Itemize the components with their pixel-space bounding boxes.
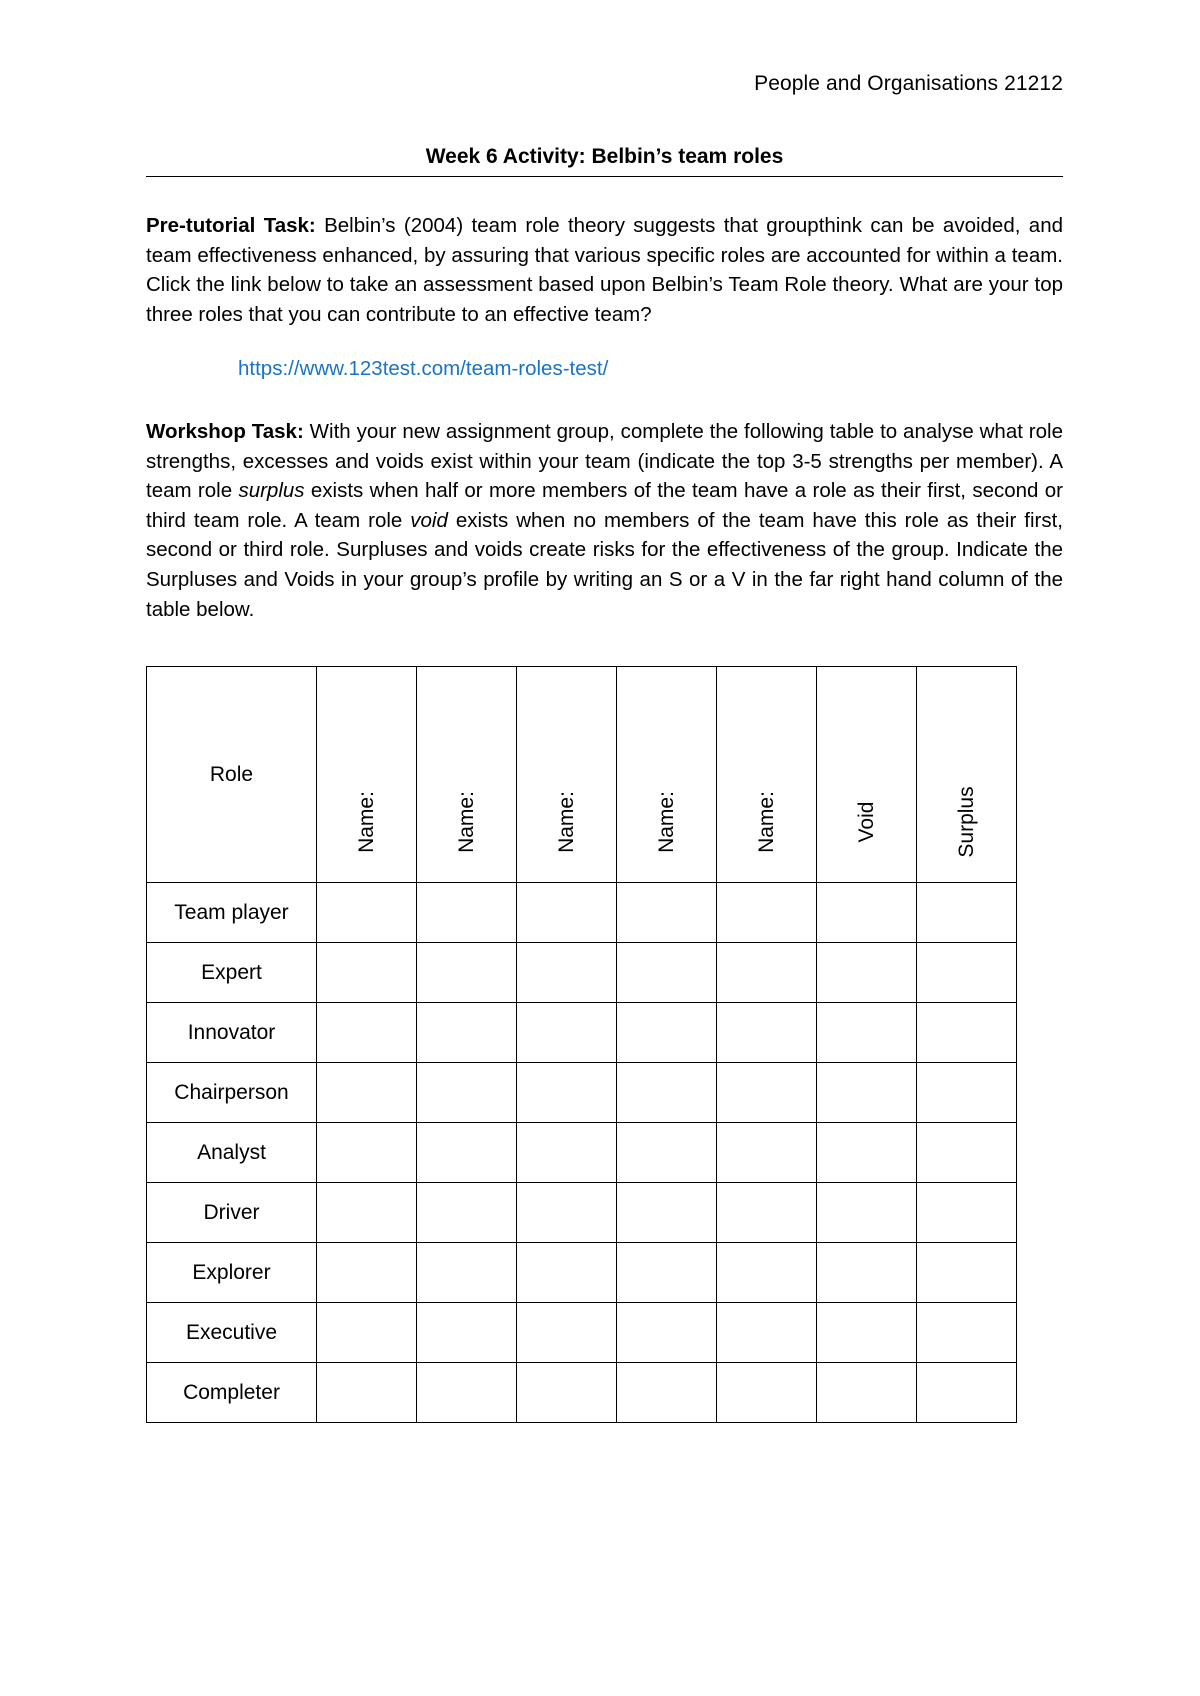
pretutorial-label: Pre-tutorial Task:	[146, 214, 316, 237]
workshop-paragraph	[146, 417, 1063, 624]
entry-cell[interactable]	[917, 1183, 1017, 1243]
table-row	[147, 1003, 1017, 1063]
column-header-label: Name:	[554, 791, 578, 853]
entry-cell[interactable]	[417, 943, 517, 1003]
entry-cell[interactable]	[417, 1243, 517, 1303]
entry-cell[interactable]	[517, 943, 617, 1003]
column-header	[517, 667, 617, 883]
table-row	[147, 1363, 1017, 1423]
column-header	[317, 667, 417, 883]
workshop-text-2: exists when half or more members of the team have a role as their first, second or third team role. A team role	[146, 479, 1063, 532]
workshop-text-1: With your new assignment group, complete the following table to analyse what role strengths, excesses and voids exist within your team (indicate the top 3-5 strengths per member). A team role	[146, 420, 1063, 503]
entry-cell[interactable]	[717, 943, 817, 1003]
void-column-header	[817, 667, 917, 883]
workshop-text-3: exists when no members of the team have this role as their first, second or third role. Surpluses and voids create risks for the effectiveness of the group. Indicate the Surpluses and Voids in your group’s profile by writing an S or a V in the far right hand column of the table below.	[146, 508, 1063, 621]
entry-cell[interactable]	[717, 1363, 817, 1423]
entry-cell[interactable]	[317, 1003, 417, 1063]
workshop-italic-surplus: surplus	[238, 479, 305, 503]
entry-cell[interactable]	[917, 883, 1017, 943]
entry-cell[interactable]	[817, 1123, 917, 1183]
entry-cell[interactable]	[317, 1123, 417, 1183]
entry-cell[interactable]	[817, 1063, 917, 1123]
page-title: Week 6 Activity: Belbin’s team roles	[425, 145, 784, 168]
table-header-row	[147, 667, 1017, 883]
entry-cell[interactable]	[517, 883, 617, 943]
table-row	[147, 883, 1017, 943]
table-row	[147, 943, 1017, 1003]
entry-cell[interactable]	[317, 883, 417, 943]
entry-cell[interactable]	[617, 1183, 717, 1243]
entry-cell[interactable]	[917, 943, 1017, 1003]
entry-cell[interactable]	[617, 1363, 717, 1423]
entry-cell[interactable]	[617, 1303, 717, 1363]
entry-cell[interactable]	[817, 1243, 917, 1303]
entry-cell[interactable]	[617, 1003, 717, 1063]
assessment-link[interactable]: https://www.123test.com/team-roles-test/	[238, 357, 609, 380]
entry-cell[interactable]	[617, 1063, 717, 1123]
title-divider	[146, 176, 1063, 177]
entry-cell[interactable]	[717, 883, 817, 943]
column-header	[417, 667, 517, 883]
surplus-column-header	[917, 667, 1017, 883]
table-body	[147, 883, 1017, 1423]
workshop-label: Workshop Task:	[146, 420, 304, 443]
entry-cell[interactable]	[717, 1123, 817, 1183]
team-roles-table	[146, 666, 1017, 1423]
entry-cell[interactable]	[617, 943, 717, 1003]
role-name-cell: Analyst	[147, 1123, 317, 1183]
entry-cell[interactable]	[617, 1243, 717, 1303]
surplus-header-label: Surplus	[954, 786, 978, 858]
role-name-cell: Completer	[147, 1363, 317, 1423]
column-header-label: Name:	[354, 791, 378, 853]
running-header: People and Organisations 21212	[754, 72, 1063, 95]
pretutorial-text: Belbin’s (2004) team role theory suggests that groupthink can be avoided, and team effectiveness enhanced, by assuring that various specific roles are accounted for within a team. Click the link below to take an assessment based upon Belbin’s Team Role theory. What are your top three roles that you can contribute to an effective team?	[146, 214, 1063, 326]
entry-cell[interactable]	[817, 1183, 917, 1243]
role-name-cell: Executive	[147, 1303, 317, 1363]
entry-cell[interactable]	[717, 1003, 817, 1063]
entry-cell[interactable]	[317, 1063, 417, 1123]
entry-cell[interactable]	[517, 1243, 617, 1303]
role-name-cell: Expert	[147, 943, 317, 1003]
entry-cell[interactable]	[417, 1003, 517, 1063]
entry-cell[interactable]	[417, 1183, 517, 1243]
pretutorial-paragraph	[146, 211, 1063, 329]
entry-cell[interactable]	[717, 1063, 817, 1123]
entry-cell[interactable]	[917, 1123, 1017, 1183]
entry-cell[interactable]	[417, 1303, 517, 1363]
entry-cell[interactable]	[617, 883, 717, 943]
entry-cell[interactable]	[517, 1123, 617, 1183]
entry-cell[interactable]	[817, 883, 917, 943]
entry-cell[interactable]	[317, 1183, 417, 1243]
entry-cell[interactable]	[817, 1303, 917, 1363]
entry-cell[interactable]	[317, 1243, 417, 1303]
entry-cell[interactable]	[517, 1183, 617, 1243]
entry-cell[interactable]	[917, 1063, 1017, 1123]
void-header-label: Void	[854, 801, 878, 843]
table-row	[147, 1123, 1017, 1183]
entry-cell[interactable]	[517, 1003, 617, 1063]
entry-cell[interactable]	[917, 1303, 1017, 1363]
entry-cell[interactable]	[317, 943, 417, 1003]
entry-cell[interactable]	[317, 1303, 417, 1363]
entry-cell[interactable]	[717, 1243, 817, 1303]
role-name-cell: Team player	[147, 883, 317, 943]
entry-cell[interactable]	[917, 1363, 1017, 1423]
column-header-label: Name:	[654, 791, 678, 853]
entry-cell[interactable]	[317, 1363, 417, 1423]
role-name-cell: Chairperson	[147, 1063, 317, 1123]
column-header-label: Name:	[754, 791, 778, 853]
role-column-header: Role	[147, 667, 317, 883]
table-row	[147, 1303, 1017, 1363]
entry-cell[interactable]	[517, 1363, 617, 1423]
entry-cell[interactable]	[717, 1183, 817, 1243]
entry-cell[interactable]	[417, 1063, 517, 1123]
workshop-italic-void: void	[410, 508, 448, 532]
role-name-cell: Driver	[147, 1183, 317, 1243]
entry-cell[interactable]	[517, 1063, 617, 1123]
role-name-cell: Innovator	[147, 1003, 317, 1063]
column-header-label: Name:	[454, 791, 478, 853]
entry-cell[interactable]	[517, 1303, 617, 1363]
table-row	[147, 1243, 1017, 1303]
entry-cell[interactable]	[417, 883, 517, 943]
entry-cell[interactable]	[817, 1363, 917, 1423]
role-name-cell: Explorer	[147, 1243, 317, 1303]
entry-cell[interactable]	[917, 1243, 1017, 1303]
column-header	[617, 667, 717, 883]
table-row	[147, 1063, 1017, 1123]
entry-cell[interactable]	[417, 1363, 517, 1423]
entry-cell[interactable]	[717, 1303, 817, 1363]
table-row	[147, 1183, 1017, 1243]
column-header	[717, 667, 817, 883]
entry-cell[interactable]	[817, 943, 917, 1003]
entry-cell[interactable]	[917, 1003, 1017, 1063]
entry-cell[interactable]	[417, 1123, 517, 1183]
entry-cell[interactable]	[817, 1003, 917, 1063]
entry-cell[interactable]	[617, 1123, 717, 1183]
